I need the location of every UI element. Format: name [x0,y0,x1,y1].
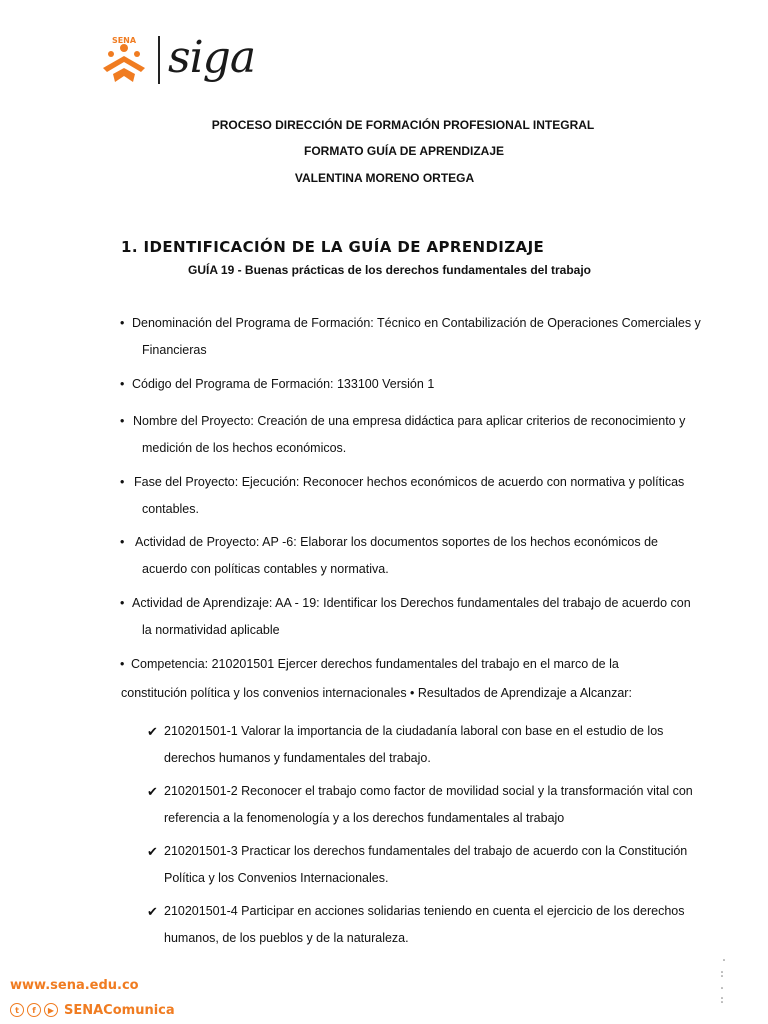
check-icon: ✔ [147,844,158,859]
item-actividad-aprendizaje-cont: la normatividad aplicable [142,623,280,637]
check-icon: ✔ [147,724,158,739]
bullet-icon: • [120,414,125,428]
edge-marks [718,958,728,1014]
sena-logo [95,32,153,88]
bullet-icon: • [120,657,125,671]
logo-area [95,32,255,90]
guide-subtitle: GUÍA 19 - Buenas prácticas de los derechos fundamentales del trabajo [188,263,592,277]
bullet-icon: • [120,475,125,489]
result-item-4-cont: humanos, de los pueblos y de la naturaleza. [164,931,409,945]
logo-divider [158,36,160,84]
sena-logo-text: SENA [111,36,137,45]
result-item-2-cont: referencia a la fenomenología y a los derechos fundamentales al trabajo [164,811,565,825]
section-title: 1. IDENTIFICACIÓN DE LA GUÍA DE APRENDIZAJE [121,238,545,256]
youtube-icon: ▶ [44,1003,58,1017]
bullet-icon: • [120,535,125,549]
result-item-3-cont: Política y los Convenios Internacionales. [164,871,389,885]
item-competencia-cont: constitución política y los convenios internacionales • Resultados de Aprendizaje a Alcanzar: [121,686,632,700]
item-actividad-proyecto: Actividad de Proyecto: AP -6: Elaborar los documentos soportes de los hechos económicos de [135,535,658,549]
check-icon: ✔ [147,784,158,799]
result-item-3: 210201501-3 Practicar los derechos fundamentales del trabajo de acuerdo con la Constitución [164,844,688,858]
siga-logo-text: siga [168,32,256,83]
footer-handle: SENAComunica [64,1002,175,1018]
item-proyecto-cont: medición de los hechos económicos. [142,441,347,455]
footer-url: www.sena.edu.co [10,978,139,993]
header-format: FORMATO GUÍA DE APRENDIZAJE [303,144,504,158]
result-item-2: 210201501-2 Reconocer el trabajo como factor de movilidad social y la transformación vital con [164,784,693,798]
item-fase: Fase del Proyecto: Ejecución: Reconocer hechos económicos de acuerdo con normativa y políticas [134,475,685,489]
bullet-icon: • [120,596,125,610]
facebook-icon: f [27,1003,41,1017]
item-proyecto: Nombre del Proyecto: Creación de una empresa didáctica para aplicar criterios de reconocimiento y [133,414,686,428]
check-icon: ✔ [147,904,158,919]
header-process: PROCESO DIRECCIÓN DE FORMACIÓN PROFESIONAL INTEGRAL [211,118,595,132]
item-programa-cont: Financieras [142,343,207,357]
item-programa: Denominación del Programa de Formación: Técnico en Contabilización de Operaciones Comerciales y [132,316,701,330]
item-actividad-proyecto-cont: acuerdo con políticas contables y normativa. [142,562,389,576]
result-item-4: 210201501-4 Participar en acciones solidarias teniendo en cuenta el ejercicio de los derechos [164,904,685,918]
item-competencia: Competencia: 210201501 Ejercer derechos fundamentales del trabajo en el marco de la [131,657,619,671]
item-actividad-aprendizaje: Actividad de Aprendizaje: AA - 19: Identificar los Derechos fundamentales del trabajo de acuerdo con [132,596,691,610]
item-codigo: Código del Programa de Formación: 133100 Versión 1 [132,377,435,391]
bullet-icon: • [120,377,125,391]
footer-social [10,1001,175,1019]
bullet-icon: • [120,316,125,330]
item-fase-cont: contables. [142,502,199,516]
header-author: VALENTINA MORENO ORTEGA [294,171,475,185]
result-item-1: 210201501-1 Valorar la importancia de la ciudadanía laboral con base en el estudio de los [164,724,664,738]
twitter-icon: t [10,1003,24,1017]
result-item-1-cont: derechos humanos y fundamentales del trabajo. [164,751,431,765]
